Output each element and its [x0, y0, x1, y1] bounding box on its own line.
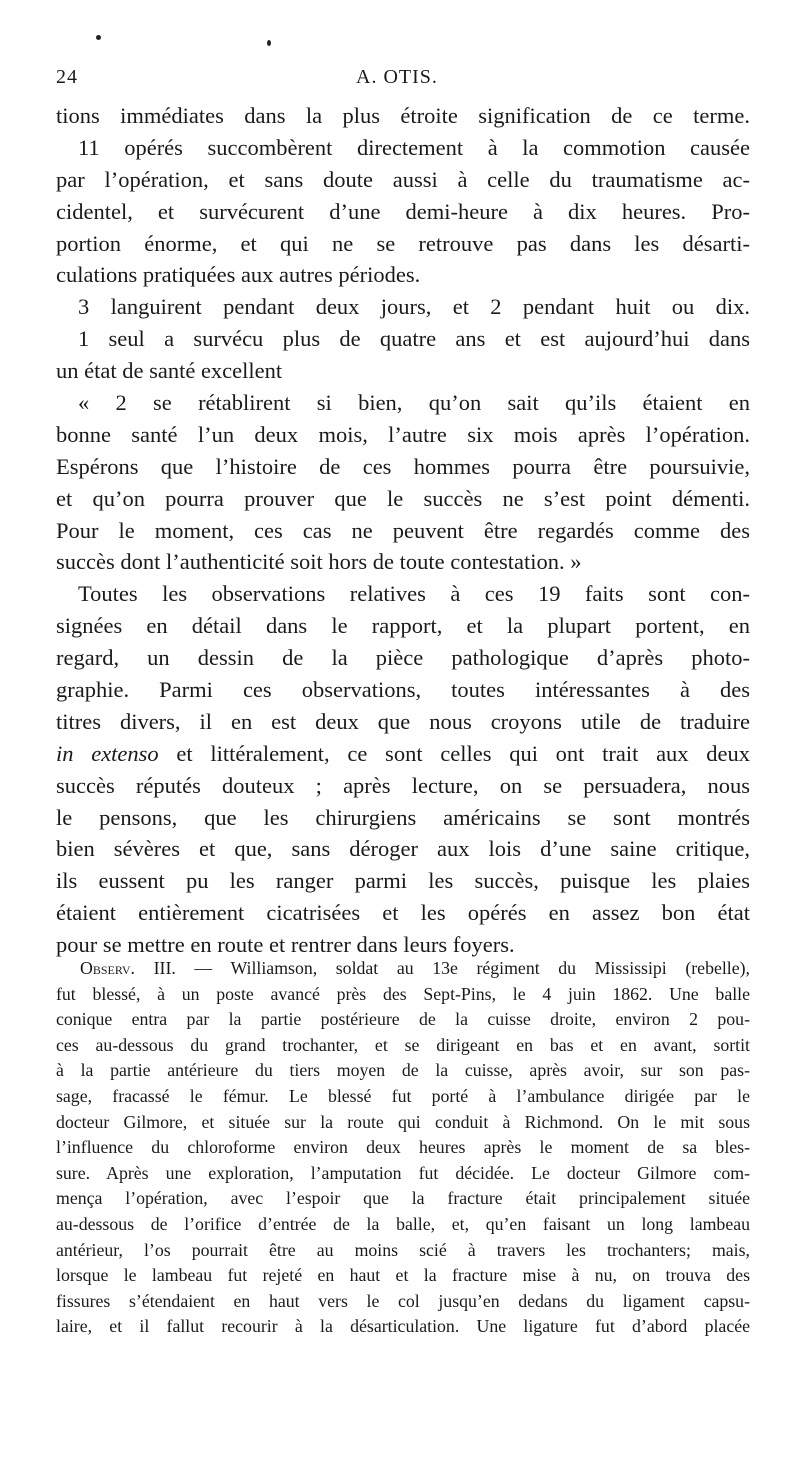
observation-block — [56, 956, 750, 1340]
observation-label: Observ. — [80, 958, 136, 978]
text-line: graphie. Parmi ces observations, toutes intéressantes à des — [56, 677, 750, 703]
observation-number: III. — [153, 958, 176, 978]
text-line: « 2 se rétablirent si bien, qu’on sait qu’ils étaient en — [78, 390, 750, 416]
observation-line: sage, fracassé le fémur. Le blessé fut porté à l’ambulance dirigée par le — [56, 1085, 750, 1106]
observation-first-line-text: — Williamson, soldat au 13e régiment du Mississipi (rebelle), — [175, 958, 750, 978]
text-line: pour se mettre en route et rentrer dans leurs foyers. — [56, 932, 515, 958]
text-line: Toutes les observations relatives à ces 19 faits sont con- — [78, 581, 750, 607]
observation-line: sure. Après une exploration, l’amputation fut décidée. Le docteur Gilmore com- — [56, 1162, 750, 1183]
observation-line: fut blessé, à un poste avancé près des Sept-Pins, le 4 juin 1862. Une balle — [56, 983, 750, 1004]
text-line: in extenso et littéralement, ce sont celles qui ont trait aux deux — [56, 740, 750, 766]
text-line: portion énorme, et qui ne se retrouve pas dans les désarti- — [56, 230, 750, 256]
text-line: succès dont l’authenticité soit hors de toute contestation. » — [56, 549, 582, 575]
text-line: 11 opérés succombèrent directement à la commotion causée — [78, 134, 750, 160]
observation-line: docteur Gilmore, et située sur la route qui conduit à Richmond. On le mit sous — [56, 1111, 750, 1132]
ink-speck — [96, 35, 101, 40]
text-line: 1 seul a survécu plus de quatre ans et est aujourd’hui dans — [78, 326, 750, 352]
text-line: étaient entièrement cicatrisées et les opérés en assez bon état — [56, 900, 750, 926]
observation-line: l’influence du chloroforme environ deux heures après le moment de sa bles- — [56, 1137, 750, 1158]
observation-line: ces au-dessous du grand trochanter, et se dirigeant en bas et en avant, sortit — [56, 1034, 750, 1055]
text-line: par l’opération, et sans doute aussi à celle du traumatisme ac- — [56, 166, 750, 192]
observation-first-line — [56, 956, 750, 982]
observation-line: laire, et il fallut recourir à la désarticulation. Une ligature fut d’abord placée — [56, 1316, 750, 1337]
text-line: et qu’on pourra prouver que le succès ne s’est point démenti. — [56, 485, 750, 511]
text-line: signées en détail dans le rapport, et la plupart portent, en — [56, 613, 750, 639]
text-line: ils eussent pu les ranger parmi les succès, puisque les plaies — [56, 868, 750, 894]
text-line: succès réputés douteux ; après lecture, on se persuadera, nous — [56, 772, 750, 798]
text-line: Espérons que l’histoire de ces hommes pourra être poursuivie, — [56, 453, 750, 479]
text-line: titres divers, il en est deux que nous croyons utile de traduire — [56, 708, 750, 734]
text-line: culations pratiquées aux autres périodes. — [56, 262, 421, 288]
text-line: regard, un dessin de la pièce pathologique d’après photo- — [56, 645, 750, 671]
text-line: 3 languirent pendant deux jours, et 2 pendant huit ou dix. — [78, 294, 750, 320]
text-line: tions immédiates dans la plus étroite signification de ce terme. — [56, 103, 750, 128]
observation-line: mença l’opération, avec l’espoir que la fracture était principalement située — [56, 1188, 750, 1209]
ink-speck — [267, 40, 271, 46]
text-line: un état de santé excellent — [56, 358, 283, 384]
observation-line: antérieur, l’os pourrait être au moins scié à travers les trochanters; mais, — [56, 1239, 750, 1260]
observation-line: à la partie antérieure du tiers moyen de la cuisse, après avoir, sur son pas- — [56, 1060, 750, 1081]
observation-line: fissures s’étendaient en haut vers le col jusqu’en dedans du ligament capsu- — [56, 1290, 750, 1311]
text-line: cidentel, et survécurent d’une demi-heure à dix heures. Pro- — [56, 198, 750, 224]
page-number: 24 — [56, 66, 78, 88]
observation-line: conique entra par la partie postérieure de la cuisse droite, environ 2 pou- — [56, 1009, 750, 1030]
observation-line: au-dessous de l’orifice d’entrée de la balle, et, qu’en faisant un long lambeau — [56, 1213, 750, 1234]
page-header — [56, 66, 750, 92]
text-line: bien sévères et que, sans déroger aux lois d’une saine critique, — [56, 836, 750, 862]
text-line: le pensons, que les chirurgiens américains se sont montrés — [56, 804, 750, 830]
text-line: bonne santé l’un deux mois, l’autre six mois après l’opération. — [56, 421, 750, 447]
main-text — [56, 100, 750, 961]
text-line: Pour le moment, ces cas ne peuvent être regardés comme des — [56, 517, 750, 543]
running-head: A. OTIS. — [356, 66, 438, 88]
observation-line: lorsque le lambeau fut rejeté en haut et la fracture mise à nu, on trouva des — [56, 1265, 750, 1286]
